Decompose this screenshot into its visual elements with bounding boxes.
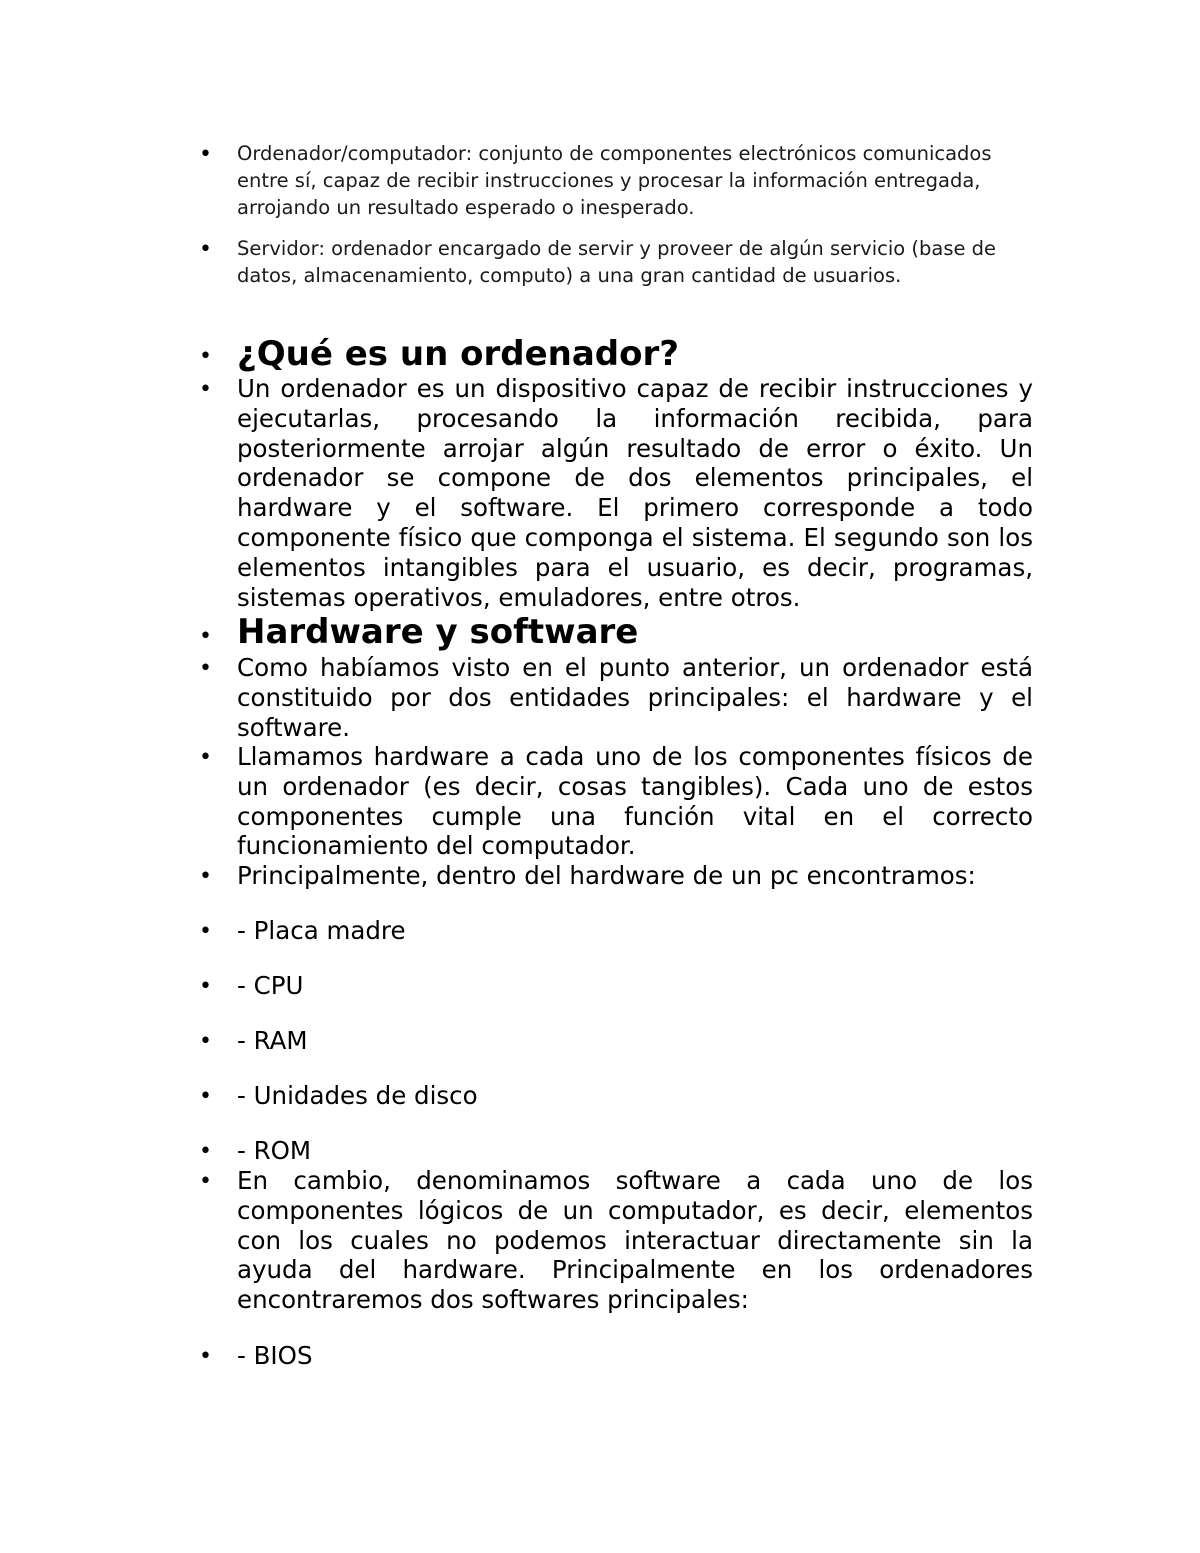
paragraph-principalmente: Principalmente, dentro del hardware de un pc encontramos: [237, 861, 976, 890]
bullet-icon [199, 752, 211, 764]
bullet-icon [199, 384, 211, 396]
heading-que-es-ordenador: ¿Qué es un ordenador? [237, 334, 679, 374]
bullet-icon [199, 663, 211, 675]
hardware-unidades-disco: - Unidades de disco [237, 1081, 478, 1110]
paragraph-entidades: Como habíamos visto en el punto anterior, un ordenador está constituido por dos entidades principales: el hardware y el software. [237, 653, 1033, 742]
heading-hardware-software: Hardware y software [237, 612, 639, 652]
bullet-icon [199, 981, 211, 993]
bullet-icon [199, 1351, 211, 1363]
paragraph-ordenador: Un ordenador es un dispositivo capaz de recibir instrucciones y ejecutarlas, procesando la información recibida, para posteriormente arrojar algún resultado de error o éxito. Un ordenador se compone de dos elementos principales, el hardware y el software. El primero corresponde a todo componente físico que componga el sistema. El segundo son los elementos intangibles para el usuario, es decir, programas, sistemas operativos, emuladores, entre otros. [237, 374, 1033, 612]
bullet-icon [199, 244, 211, 256]
bullet-icon [199, 351, 211, 363]
hardware-placa-madre: - Placa madre [237, 916, 406, 945]
bullet-icon [199, 871, 211, 883]
hardware-rom: - ROM [237, 1136, 312, 1165]
bullet-icon [199, 926, 211, 938]
paragraph-hardware: Llamamos hardware a cada uno de los componentes físicos de un ordenador (es decir, cosas tangibles). Cada uno de estos componentes cumple una función vital en el correcto funcionamiento del computador. [237, 742, 1033, 861]
bullet-icon [199, 1091, 211, 1103]
bullet-icon [199, 1146, 211, 1158]
bullet-icon [199, 1036, 211, 1048]
bullet-icon [199, 1176, 211, 1188]
bullet-icon [199, 149, 211, 161]
bullet-icon [199, 631, 211, 643]
hardware-cpu: - CPU [237, 971, 304, 1000]
software-bios: - BIOS [237, 1341, 313, 1370]
definition-servidor: Servidor: ordenador encargado de servir y proveer de algún servicio (base de datos, almacenamiento, computo) a una gran cantidad de usuarios. [237, 237, 997, 287]
hardware-ram: - RAM [237, 1026, 308, 1055]
definition-ordenador: Ordenador/computador: conjunto de componentes electrónicos comunicados entre sí, capaz de recibir instrucciones y procesar la información entregada, arrojando un resultado esperado o inesperado. [237, 142, 992, 219]
paragraph-software: En cambio, denominamos software a cada uno de los componentes lógicos de un computador, es decir, elementos con los cuales no podemos interactuar directamente sin la ayuda del hardware. Principalmente en los ordenadores encontraremos dos softwares principales: [237, 1166, 1033, 1315]
